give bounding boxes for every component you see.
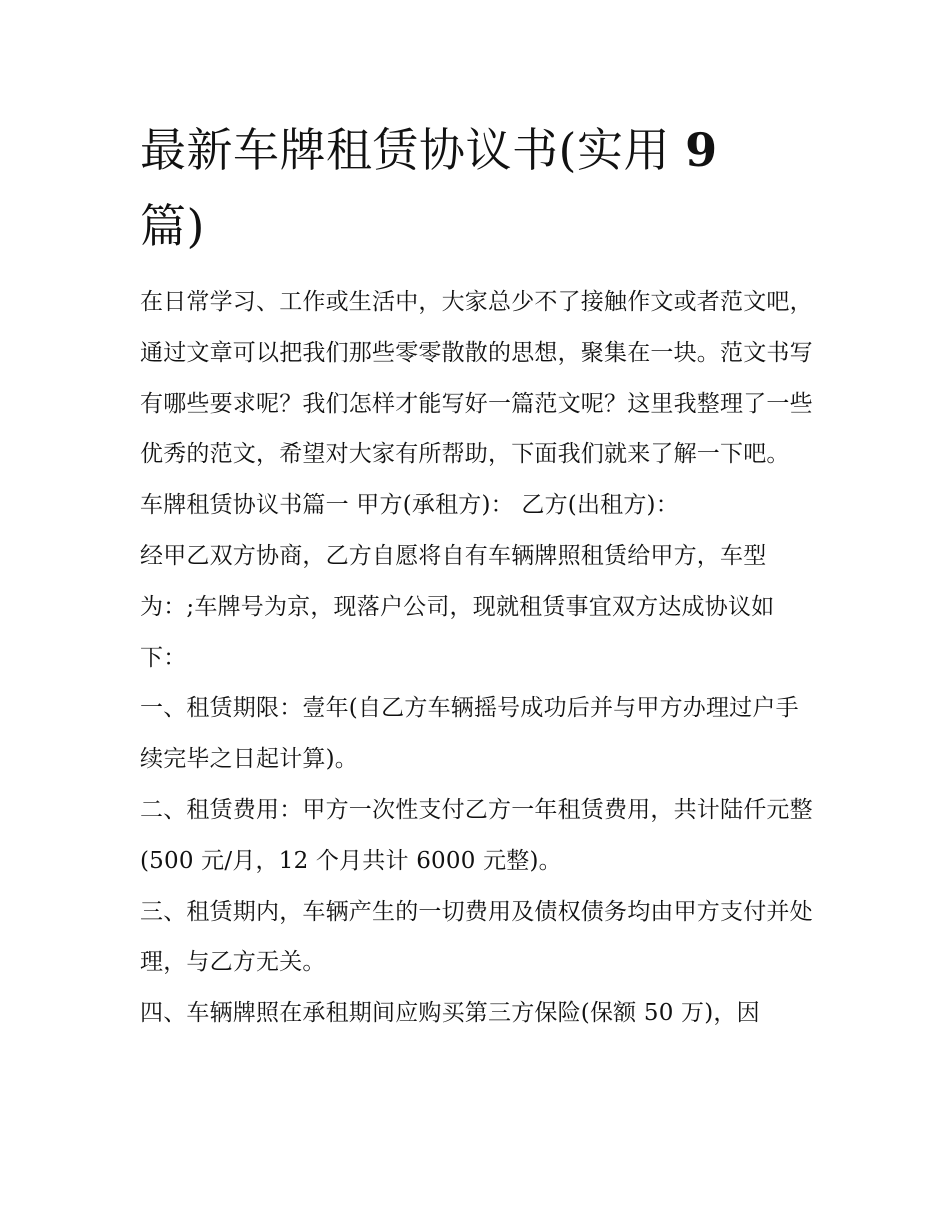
intro-paragraph: 在日常学习、工作或生活中，大家总少不了接触作文或者范文吧，通过文章可以把我们那些零零散散的思想，聚集在一块。范文书写有哪些要求呢？我们怎样才能写好一篇范文呢？这里我整理了一些优秀的范文，希望对大家有所帮助，下面我们就来了解一下吧。: [140, 289, 813, 468]
document-title: [140, 112, 840, 264]
agreement-preamble: 经甲乙双方协商，乙方自愿将自有车辆牌照租赁给甲方，车型为：;车牌号为京，现落户公司，现就租赁事宜双方达成协议如下：: [140, 542, 775, 671]
agreement-parties: 车牌租赁协议书篇一 甲方(承租方)： 乙方(出租方)：: [140, 492, 679, 519]
clause-4: 四、车辆牌照在承租期间应购买第三方保险(保额 50 万)，因: [140, 1000, 760, 1027]
clause-2: 二、租赁费用：甲方一次性支付乙方一年租赁费用，共计陆仟元整(500 元/月，12 个月共计 6000 元整)。: [140, 796, 813, 874]
clause-3: 三、租赁期内，车辆产生的一切费用及债权债务均由甲方支付并处理，与乙方无关。: [140, 898, 813, 976]
title-text: 最新车牌租赁协议书(实用 9 篇): [140, 123, 718, 253]
clause-1: 一、租赁期限：壹年(自乙方车辆摇号成功后并与甲方办理过户手续完毕之日起计算)。: [140, 695, 799, 773]
document-body: [140, 277, 820, 1039]
